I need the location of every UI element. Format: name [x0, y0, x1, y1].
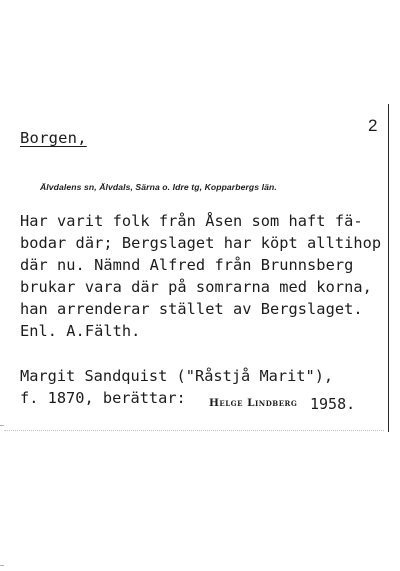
record-year: 1958.: [310, 395, 356, 413]
record-text: [20, 210, 386, 342]
record-line: han arrenderar stället av Bergslaget.: [20, 300, 363, 318]
place-title: Borgen,: [20, 129, 87, 147]
informant-name: Margit Sandquist ("Råstjå Marit"),: [20, 367, 334, 385]
left-margin-tick: [0, 565, 4, 566]
left-margin-tick: [0, 425, 4, 426]
card-number: 2: [368, 116, 378, 135]
location-line: Älvdalens sn, Älvdals, Särna o. Idre tg, Kopparbergs län.: [40, 182, 277, 192]
record-line: brukar vara där på somrarna med korna,: [20, 278, 372, 296]
record-line: Enl. A.Fälth.: [20, 322, 141, 340]
record-line: Har varit folk från Åsen som haft fä-: [20, 212, 363, 230]
collector-name: Helge Lindberg: [209, 397, 298, 409]
card-right-edge: [388, 104, 389, 432]
record-line: där nu. Nämnd Alfred från Brunnsberg: [20, 256, 354, 274]
informant-details: f. 1870, berättar:: [20, 389, 186, 407]
record-line: bodar där; Bergslaget har köpt alltihop: [20, 234, 382, 252]
card-bottom-edge: [4, 430, 384, 431]
